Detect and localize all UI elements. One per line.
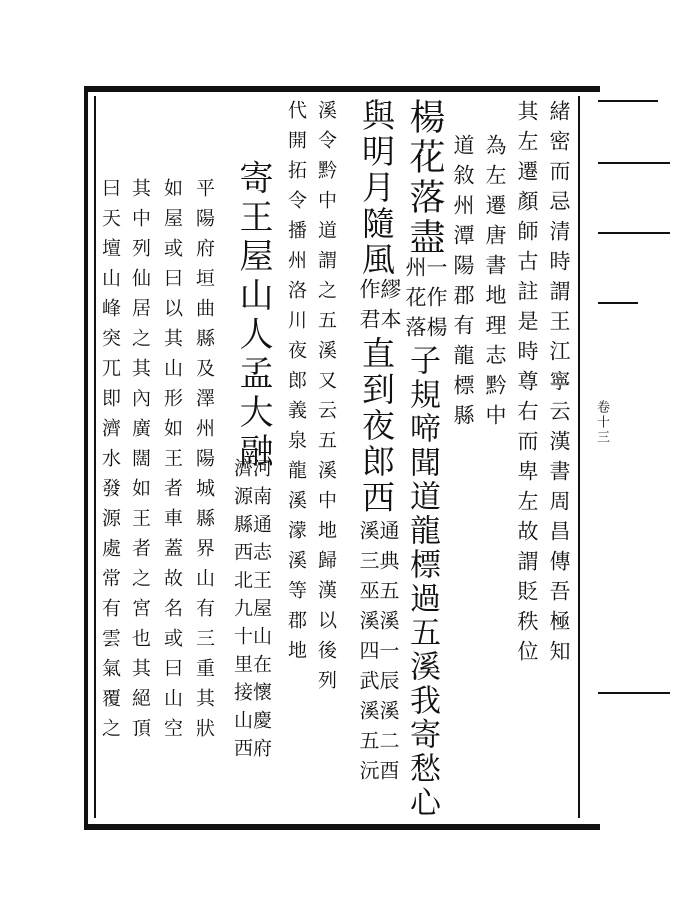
fold-spine <box>590 92 680 826</box>
text-column-7: 溪令黔中道謂之五溪又云五溪中地歸漢以後列 <box>315 100 337 700</box>
note-5-right: 河南通志王屋山在懷慶府 <box>250 458 272 766</box>
text-column-1: 緒密而忌清時謂王江寧云漢書周昌傳吾極知 <box>547 100 571 670</box>
note-4-right: 通典五溪一辰溪二酉 <box>376 520 400 790</box>
note-1-left: 州花 <box>403 256 427 316</box>
text-column-12: 其中列仙居之其內廣闊如王者之宮也其絕頂 <box>129 178 151 748</box>
volume-label: 卷十三 <box>594 400 609 445</box>
note-5-left: 濟源縣西北九十里接山西 <box>231 458 253 766</box>
note-2-left: 落 <box>403 316 427 346</box>
note-2 <box>404 316 446 346</box>
note-1 <box>404 256 446 316</box>
note-1-right: 一作 <box>424 256 448 316</box>
note-4 <box>358 520 398 790</box>
note-3-right: 繆本 <box>378 278 402 338</box>
note-2-right: 楊 <box>424 316 448 346</box>
note-5 <box>232 458 270 766</box>
poem-line-1b: 子規啼聞道龍標過五溪我寄愁心 <box>404 344 440 820</box>
text-column-3: 為左遷唐書地理志黔中 <box>483 134 507 434</box>
text-column-4: 道敘州潭陽郡有龍標縣 <box>451 134 475 434</box>
text-column-8: 代開拓令播州洛川夜郎義泉龍溪濛溪等郡地 <box>285 100 307 670</box>
poem-title: 寄王屋山人孟大融 <box>233 160 273 472</box>
text-column-11: 如屋或曰以其山形如王者車蓋故名或曰山空 <box>161 178 183 748</box>
text-column-13: 曰天壇山峰突兀即濟水發源處常有雲氣覆之 <box>99 178 121 748</box>
text-column-2: 其左遷顏師古註是時尊右而卑左故謂貶秩位 <box>515 100 539 670</box>
margin-line <box>578 96 580 818</box>
text-column-10: 平陽府垣曲縣及澤州陽城縣界山有三重其狀 <box>193 178 215 748</box>
note-4-left: 溪三巫溪四武溪五沅 <box>356 520 380 790</box>
inner-border <box>94 96 96 818</box>
note-3 <box>358 278 400 338</box>
poem-line-2a: 與明月隨風 <box>357 98 396 278</box>
poem-line-1a: 楊花落盡 <box>404 98 445 258</box>
poem-line-2b: 直到夜郎西 <box>357 336 396 516</box>
note-3-left: 作君 <box>357 278 381 338</box>
